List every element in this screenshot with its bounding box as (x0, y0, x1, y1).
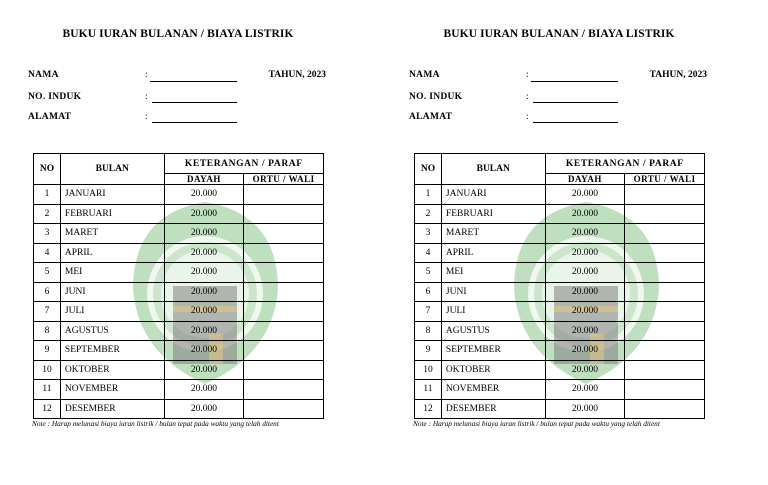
field-colon: : (526, 70, 529, 80)
row-ortu-paraf[interactable] (625, 302, 705, 322)
table-row (415, 224, 705, 244)
row-ortu-paraf[interactable] (244, 380, 324, 400)
row-no: 12 (415, 399, 442, 419)
row-bulan: MEI (60, 263, 164, 283)
table-row (415, 302, 705, 322)
row-bulan: APRIL (441, 243, 545, 263)
row-no: 6 (34, 282, 61, 302)
table-row (34, 204, 324, 224)
row-no: 11 (415, 380, 442, 400)
nama-line[interactable] (531, 81, 618, 82)
row-no: 7 (34, 302, 61, 322)
iuran-table (414, 153, 705, 419)
card-title: BUKU IURAN BULANAN / BIAYA LISTRIK (443, 28, 675, 40)
field-label-no-induk: NO. INDUK (28, 92, 82, 102)
field-label-nama: NAMA (409, 70, 440, 80)
header-bulan: BULAN (60, 154, 164, 185)
row-dayah-amount: 20.000 (164, 399, 244, 419)
row-dayah-amount: 20.000 (164, 321, 244, 341)
row-ortu-paraf[interactable] (625, 185, 705, 205)
row-bulan: FEBRUARI (441, 204, 545, 224)
row-dayah-amount: 20.000 (545, 341, 625, 361)
table-row (34, 185, 324, 205)
iuran-table (33, 153, 324, 419)
row-bulan: MEI (441, 263, 545, 283)
table-row (415, 380, 705, 400)
row-ortu-paraf[interactable] (244, 341, 324, 361)
row-no: 5 (34, 263, 61, 283)
row-dayah-amount: 20.000 (164, 204, 244, 224)
row-bulan: SEPTEMBER (441, 341, 545, 361)
row-dayah-amount: 20.000 (545, 185, 625, 205)
row-bulan: FEBRUARI (60, 204, 164, 224)
card-title: BUKU IURAN BULANAN / BIAYA LISTRIK (62, 28, 294, 40)
row-no: 11 (34, 380, 61, 400)
table-row (34, 360, 324, 380)
field-label-alamat: ALAMAT (28, 112, 72, 122)
table-row (34, 282, 324, 302)
card-left (28, 0, 328, 485)
row-dayah-amount: 20.000 (164, 224, 244, 244)
row-no: 4 (415, 243, 442, 263)
header-keterangan: KETERANGAN / PARAF (545, 154, 704, 174)
row-bulan: JUNI (60, 282, 164, 302)
row-no: 8 (34, 321, 61, 341)
row-ortu-paraf[interactable] (244, 185, 324, 205)
row-no: 1 (415, 185, 442, 205)
row-no: 10 (415, 360, 442, 380)
header-dayah: DAYAH (545, 174, 625, 185)
row-bulan: SEPTEMBER (60, 341, 164, 361)
header-no: NO (415, 154, 442, 185)
card-right (409, 0, 709, 485)
row-ortu-paraf[interactable] (625, 282, 705, 302)
no-induk-line[interactable] (152, 102, 237, 103)
year-label: TAHUN, 2023 (268, 70, 326, 80)
payment-note: Note : Harap melunasi biaya iuran listrik / bulan tepat pada waktu yang telah ditent (32, 419, 279, 428)
row-bulan: OKTOBER (60, 360, 164, 380)
table-row (415, 263, 705, 283)
table-row (415, 282, 705, 302)
row-ortu-paraf[interactable] (625, 243, 705, 263)
field-label-alamat: ALAMAT (409, 112, 453, 122)
row-no: 8 (415, 321, 442, 341)
row-ortu-paraf[interactable] (244, 360, 324, 380)
row-bulan: JULI (60, 302, 164, 322)
payment-note: Note : Harap melunasi biaya iuran listrik / bulan tepat pada waktu yang telah ditent (413, 419, 660, 428)
row-dayah-amount: 20.000 (164, 282, 244, 302)
row-dayah-amount: 20.000 (164, 243, 244, 263)
year-label: TAHUN, 2023 (649, 70, 707, 80)
table-row (34, 263, 324, 283)
row-bulan: MARET (441, 224, 545, 244)
table-row (34, 380, 324, 400)
row-bulan: AGUSTUS (60, 321, 164, 341)
table-row (415, 399, 705, 419)
header-keterangan: KETERANGAN / PARAF (164, 154, 323, 174)
field-colon: : (145, 92, 148, 102)
row-no: 4 (34, 243, 61, 263)
row-no: 6 (415, 282, 442, 302)
field-label-no-induk: NO. INDUK (409, 92, 463, 102)
row-dayah-amount: 20.000 (164, 380, 244, 400)
field-colon: : (145, 112, 148, 122)
table-row (34, 302, 324, 322)
row-no: 2 (34, 204, 61, 224)
row-dayah-amount: 20.000 (545, 224, 625, 244)
alamat-line[interactable] (533, 122, 618, 123)
row-ortu-paraf[interactable] (625, 321, 705, 341)
row-no: 2 (415, 204, 442, 224)
row-dayah-amount: 20.000 (545, 321, 625, 341)
field-colon: : (526, 92, 529, 102)
row-bulan: JUNI (441, 282, 545, 302)
row-dayah-amount: 20.000 (545, 380, 625, 400)
row-bulan: MARET (60, 224, 164, 244)
table-row (415, 204, 705, 224)
row-dayah-amount: 20.000 (545, 399, 625, 419)
header-no: NO (34, 154, 61, 185)
row-dayah-amount: 20.000 (164, 360, 244, 380)
header-dayah: DAYAH (164, 174, 244, 185)
row-dayah-amount: 20.000 (545, 243, 625, 263)
row-no: 9 (34, 341, 61, 361)
row-bulan: OKTOBER (441, 360, 545, 380)
table-row (34, 243, 324, 263)
nama-line[interactable] (150, 81, 237, 82)
row-ortu-paraf[interactable] (244, 243, 324, 263)
row-bulan: NOVEMBER (441, 380, 545, 400)
row-ortu-paraf[interactable] (244, 263, 324, 283)
row-dayah-amount: 20.000 (545, 204, 625, 224)
row-no: 10 (34, 360, 61, 380)
row-dayah-amount: 20.000 (545, 282, 625, 302)
row-dayah-amount: 20.000 (164, 185, 244, 205)
row-ortu-paraf[interactable] (244, 321, 324, 341)
header-bulan: BULAN (441, 154, 545, 185)
row-ortu-paraf[interactable] (625, 380, 705, 400)
field-colon: : (526, 112, 529, 122)
header-ortu-wali: ORTU / WALI (625, 174, 705, 185)
field-label-nama: NAMA (28, 70, 59, 80)
row-ortu-paraf[interactable] (625, 263, 705, 283)
row-no: 9 (415, 341, 442, 361)
table-row (415, 341, 705, 361)
row-no: 3 (34, 224, 61, 244)
row-bulan: DESEMBER (441, 399, 545, 419)
row-bulan: DESEMBER (60, 399, 164, 419)
row-bulan: APRIL (60, 243, 164, 263)
row-dayah-amount: 20.000 (164, 302, 244, 322)
row-ortu-paraf[interactable] (625, 341, 705, 361)
row-dayah-amount: 20.000 (545, 263, 625, 283)
row-ortu-paraf[interactable] (625, 399, 705, 419)
row-no: 3 (415, 224, 442, 244)
row-dayah-amount: 20.000 (545, 302, 625, 322)
row-ortu-paraf[interactable] (625, 204, 705, 224)
row-dayah-amount: 20.000 (545, 360, 625, 380)
no-induk-line[interactable] (533, 102, 618, 103)
row-no: 5 (415, 263, 442, 283)
row-bulan: AGUSTUS (441, 321, 545, 341)
field-colon: : (145, 70, 148, 80)
row-bulan: JULI (441, 302, 545, 322)
table-row (415, 243, 705, 263)
row-ortu-paraf[interactable] (244, 399, 324, 419)
row-ortu-paraf[interactable] (244, 302, 324, 322)
row-ortu-paraf[interactable] (244, 224, 324, 244)
row-ortu-paraf[interactable] (625, 360, 705, 380)
row-bulan: NOVEMBER (60, 380, 164, 400)
table-row (415, 185, 705, 205)
table-row (415, 360, 705, 380)
table-row (34, 224, 324, 244)
row-ortu-paraf[interactable] (244, 204, 324, 224)
row-ortu-paraf[interactable] (244, 282, 324, 302)
table-row (415, 321, 705, 341)
alamat-line[interactable] (152, 122, 237, 123)
table-row (34, 341, 324, 361)
table-row (34, 321, 324, 341)
row-no: 1 (34, 185, 61, 205)
row-bulan: JANUARI (441, 185, 545, 205)
row-dayah-amount: 20.000 (164, 263, 244, 283)
row-ortu-paraf[interactable] (625, 224, 705, 244)
row-no: 7 (415, 302, 442, 322)
row-dayah-amount: 20.000 (164, 341, 244, 361)
table-row (34, 399, 324, 419)
row-bulan: JANUARI (60, 185, 164, 205)
header-ortu-wali: ORTU / WALI (244, 174, 324, 185)
row-no: 12 (34, 399, 61, 419)
